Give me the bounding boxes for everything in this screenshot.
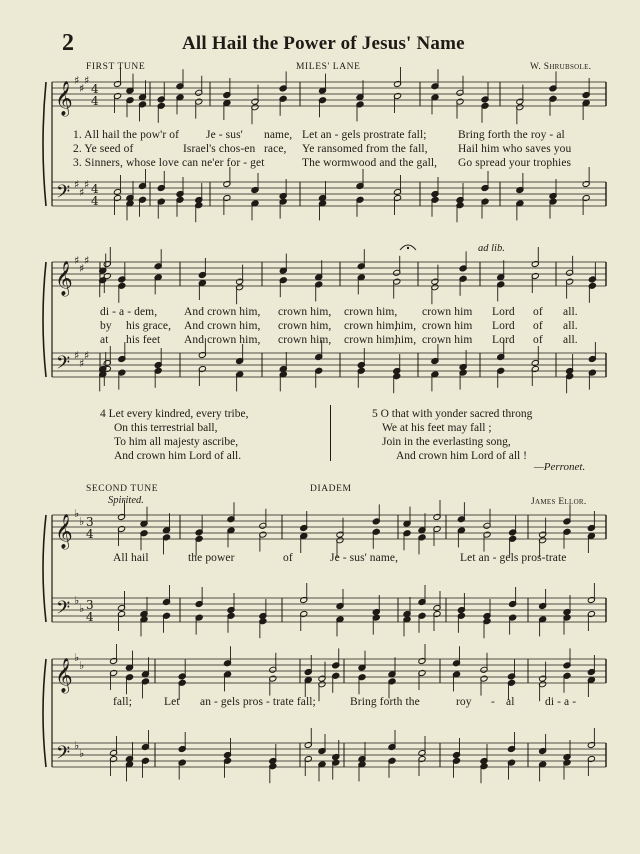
fermata-dot bbox=[407, 247, 409, 249]
direction-ad-lib: ad lib. bbox=[478, 243, 505, 254]
key-signature: ♯ bbox=[74, 254, 80, 267]
key-signature: ♭ bbox=[79, 515, 85, 528]
key-signature: ♯ bbox=[74, 178, 80, 191]
key-signature: ♯ bbox=[84, 74, 90, 87]
key-signature: ♯ bbox=[84, 254, 90, 267]
key-signature: ♭ bbox=[74, 594, 80, 607]
verse-5: 5 O that with yonder sacred throng We at his feet may fall ; Join in the everlasting song, And crown him Lord of all ! bbox=[372, 408, 533, 462]
key-signature: ♯ bbox=[84, 178, 90, 191]
bass-clef: 𝄢 bbox=[56, 598, 71, 623]
hymn-author: —Perronet. bbox=[534, 461, 586, 473]
second-tune-composer: James Ellor. bbox=[531, 497, 587, 507]
bass-clef: 𝄢 bbox=[56, 353, 71, 378]
verse-divider bbox=[330, 405, 331, 461]
first-tune-composer: W. Shrubsole. bbox=[530, 62, 592, 72]
page-number: 2 bbox=[62, 30, 74, 56]
key-signature: ♭ bbox=[79, 659, 85, 672]
key-signature: ♯ bbox=[74, 349, 80, 362]
key-signature: ♯ bbox=[74, 74, 80, 87]
tempo-marking: Spirited. bbox=[108, 495, 144, 506]
time-signature: 4 bbox=[91, 94, 99, 108]
lyric-line: 1. All hail the pow'r of Je - sus' name, Let an - gels prostrate fall; Bring forth the roy - al bbox=[73, 129, 565, 141]
key-signature: ♯ bbox=[79, 186, 85, 199]
key-signature: ♯ bbox=[79, 357, 85, 370]
verse-4: 4 Let every kindred, every tribe, On this terrestrial ball, To him all majesty ascribe, And crown him Lord of all. bbox=[100, 408, 249, 462]
lyric-line: by his grace, And crown him, crown him, crown him, him, crown him Lord of all. bbox=[100, 320, 578, 332]
key-signature: ♭ bbox=[79, 747, 85, 760]
time-signature: 3 bbox=[86, 515, 94, 529]
lyric-line: di - a - dem, And crown him, crown him, crown him, crown him Lord of all. bbox=[100, 306, 578, 318]
time-signature: 4 bbox=[86, 527, 94, 541]
time-signature: 4 bbox=[91, 194, 99, 208]
key-signature: ♭ bbox=[74, 507, 80, 520]
hymn-title: All Hail the Power of Jesus' Name bbox=[182, 33, 465, 54]
lyric-line: All hail the power of Je - sus' name, Let an - gels pros-trate bbox=[113, 552, 567, 564]
lyric-line: 2. Ye seed of Israel's chos-en race, Ye ransomed from the fall, Hail him who saves you bbox=[73, 143, 572, 155]
time-signature: 3 bbox=[86, 598, 94, 612]
treble-clef: 𝄞 bbox=[55, 81, 73, 116]
treble-clef: 𝄞 bbox=[55, 514, 73, 549]
second-tune-name: DIADEM bbox=[310, 484, 352, 494]
key-signature: ♭ bbox=[74, 651, 80, 664]
time-signature: 4 bbox=[91, 182, 99, 196]
lyric-line: fall; Let an - gels pros - trate fall; Bring forth the roy - al di - a - bbox=[113, 696, 577, 708]
brace bbox=[43, 515, 46, 622]
first-tune-name: MILES' LANE bbox=[296, 62, 361, 72]
key-signature: ♯ bbox=[79, 262, 85, 275]
treble-clef: 𝄞 bbox=[55, 261, 73, 296]
second-tune-label: SECOND TUNE bbox=[86, 484, 159, 494]
brace bbox=[43, 659, 46, 767]
treble-clef: 𝄞 bbox=[55, 658, 73, 693]
time-signature: 4 bbox=[91, 82, 99, 96]
first-tune-label: FIRST TUNE bbox=[86, 62, 146, 72]
bass-clef: 𝄢 bbox=[56, 743, 71, 768]
key-signature: ♭ bbox=[74, 739, 80, 752]
key-signature: ♭ bbox=[79, 602, 85, 615]
time-signature: 4 bbox=[86, 610, 94, 624]
bass-clef: 𝄢 bbox=[56, 182, 71, 207]
lyric-line: 3. Sinners, whose love can ne'er for - get The wormwood and the gall, Go spread your trophies bbox=[73, 157, 572, 169]
lyric-line: at his feet And crown him, crown him, crown him, him, crown him Lord of all. bbox=[100, 334, 578, 346]
key-signature: ♯ bbox=[84, 349, 90, 362]
key-signature: ♯ bbox=[79, 82, 85, 95]
